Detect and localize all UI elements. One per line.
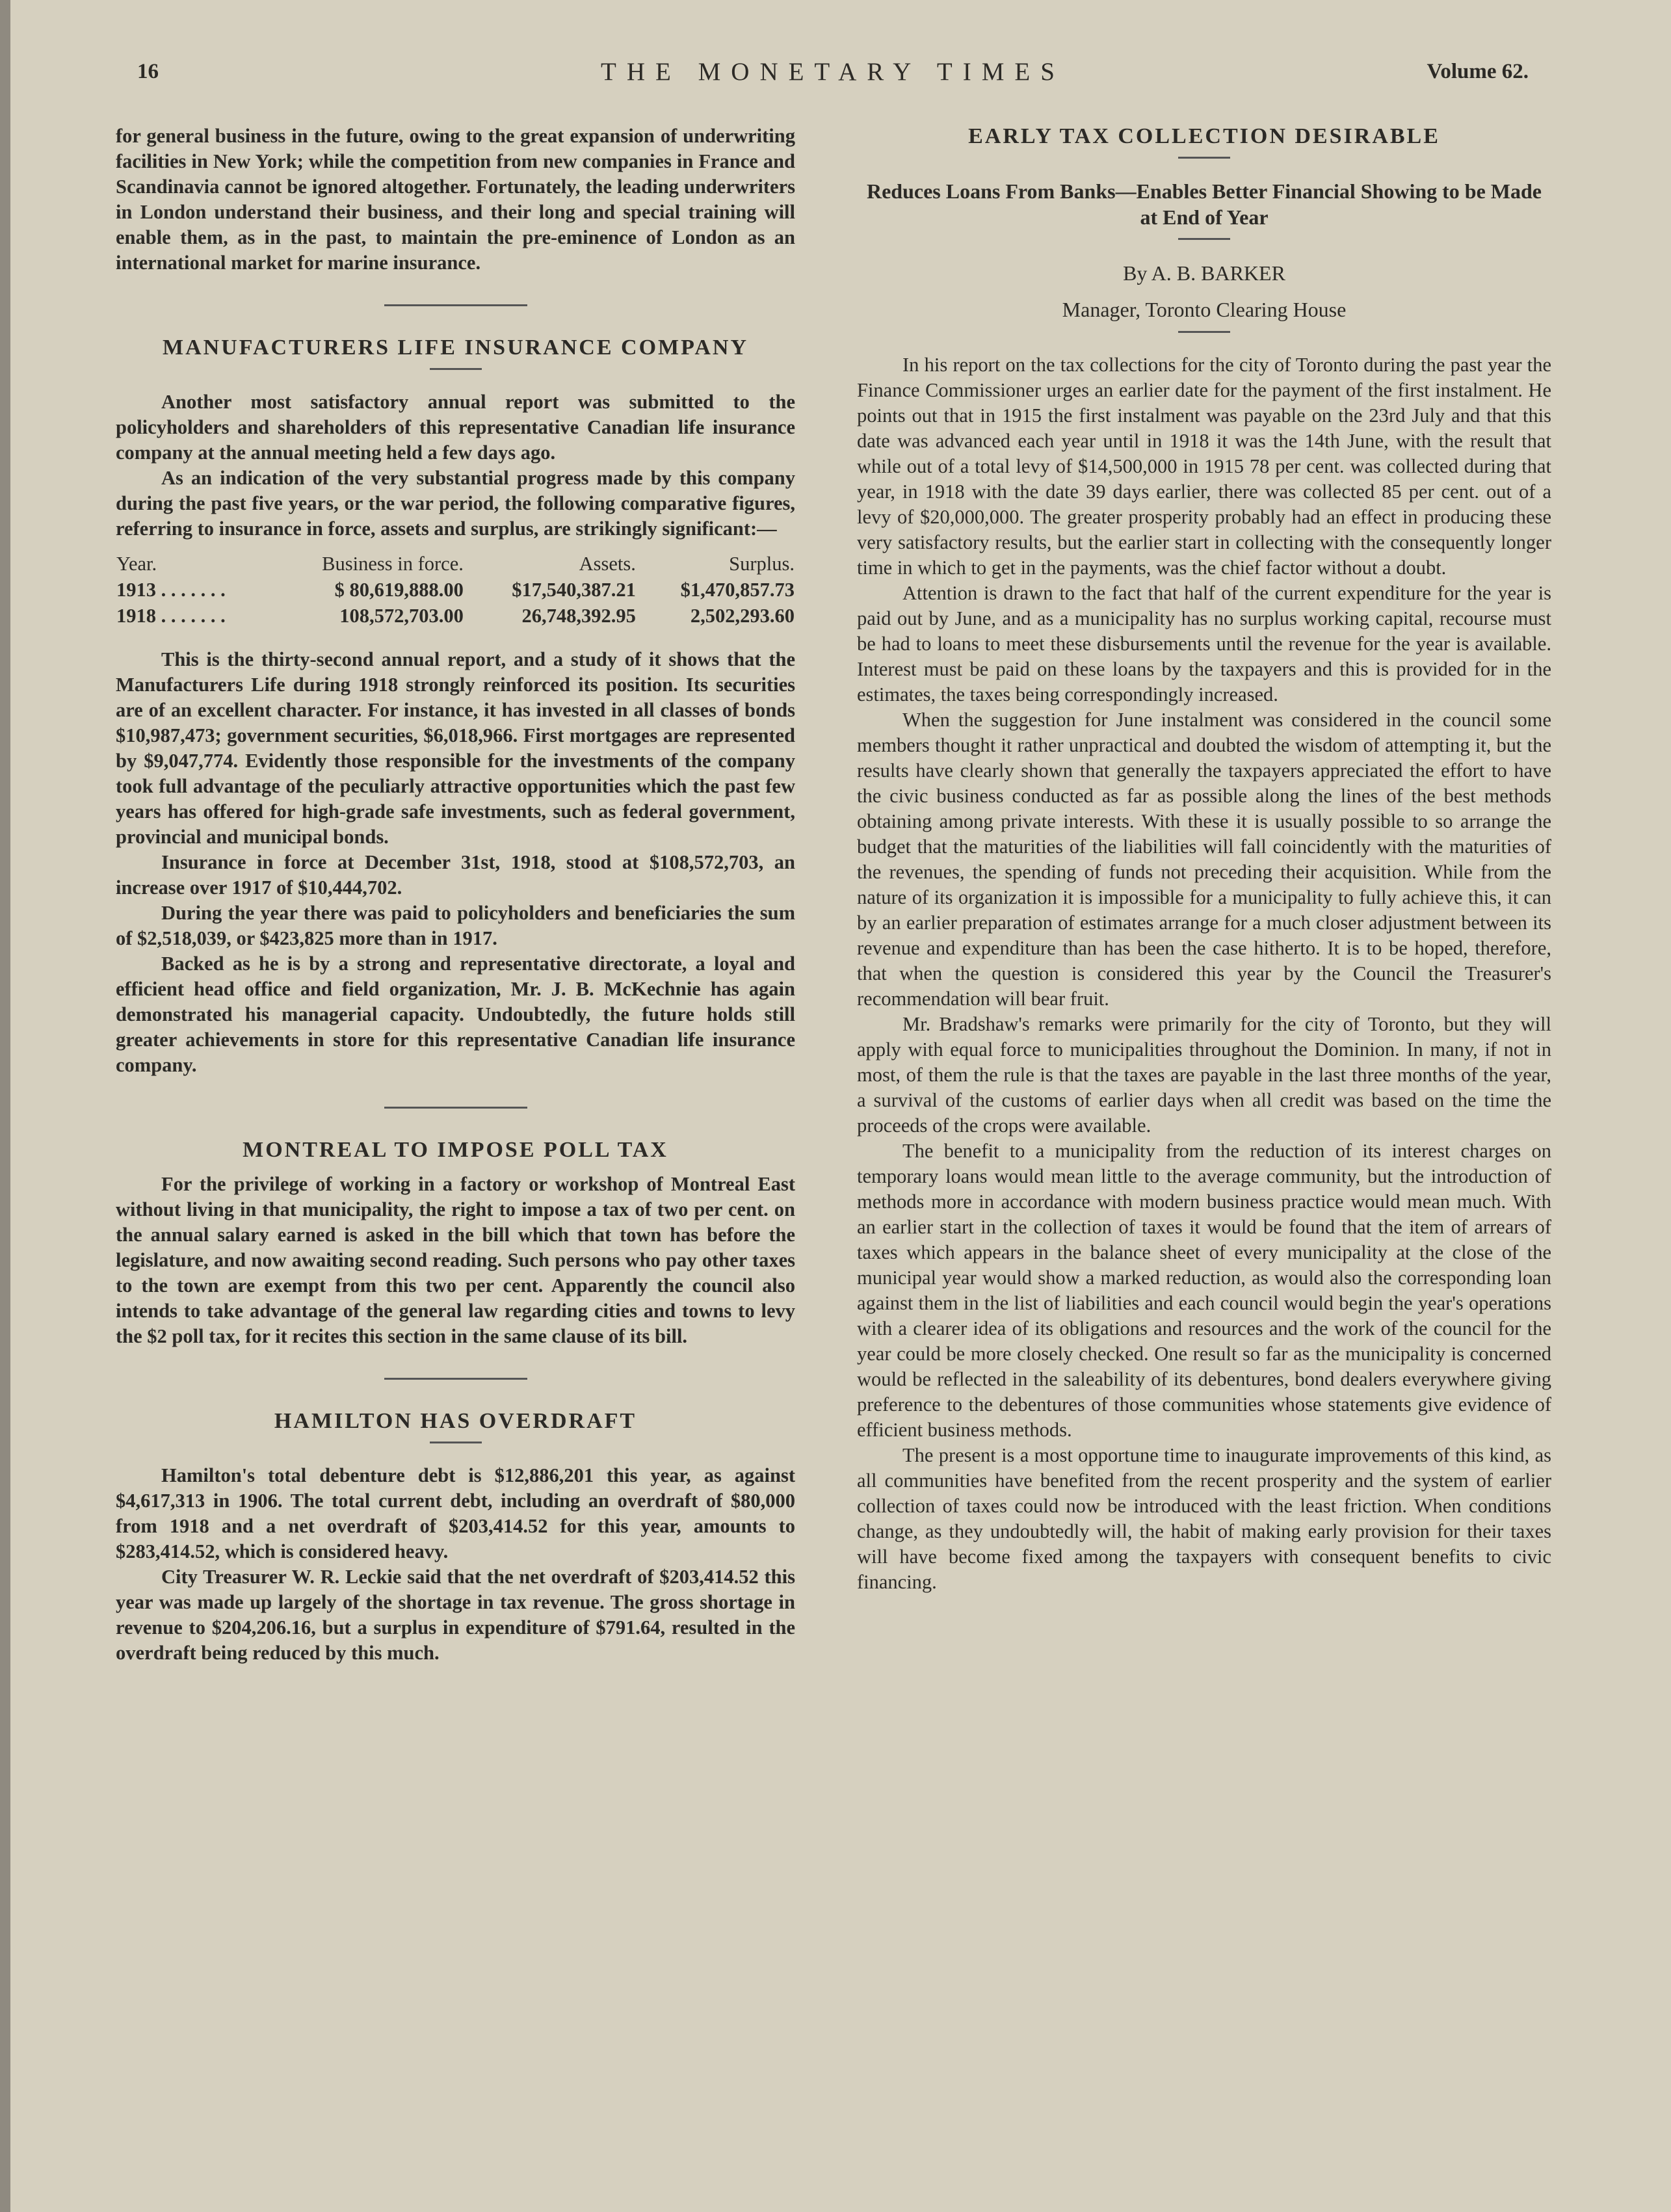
table-cell: $17,540,387.21 <box>512 579 636 601</box>
article-paragraph: The benefit to a municipality from the reduction of its interest charges on temporary loans would mean little to the average community, but the introduction of methods more in accordance with modern business practice would mean much. With an earlier start in the collection of taxes it would be found that the item of arrears of taxes which appears in the balance sheet of every municipality at the close of the municipal year would show a marked reduction, as would also the corresponding loan against them in the list of liabilities and each council would begin the year's operations with a clearer idea of its obligations and resources and the work of the council for the year could be more closely checked. One result so far as the municipality is concerned would be reflected in the saleability of its debentures, bond dealers everywhere giving preference to the debentures of those communities whose statements give evidence of efficient business methods. <box>857 1140 1551 1441</box>
article-paragraph: Hamilton's total debenture debt is $12,886,201 this year, as against $4,617,313 in 1906. The total current debt, including an overdraft of $80,000 from 1918 and a net overdraft of $203,414.52 for this year, amounts to $283,414.52, which is considered heavy. <box>116 1464 795 1562</box>
title-rule <box>430 368 482 370</box>
article-paragraph: During the year there was paid to policyholders and beneficiaries the sum of $2,518,039, or $423,825 more than in 1917. <box>116 902 795 949</box>
article-paragraph: The present is a most opportune time to inaugurate improvements of this kind, as all communities have benefited from the recent prosperity and the system of earlier collection of taxes could now be introduced with the least friction. When conditions change, as they undoubtedly will, the habit of making early provision for their taxes will have become fixed among the taxpayers with consequent benefits to civic financing. <box>857 1444 1551 1593</box>
table-cell: 1918 . . . . . . . <box>116 605 226 627</box>
table-cell: 26,748,392.95 <box>521 605 636 627</box>
article-paragraph: Insurance in force at December 31st, 1918, stood at $108,572,703, an increase over 1917 of $10,444,702. <box>116 851 795 899</box>
table-cell: 108,572,703.00 <box>339 605 464 627</box>
section-divider <box>384 1378 527 1380</box>
title-rule <box>430 1442 482 1443</box>
comparative-figures-table <box>116 551 795 629</box>
article-paragraph: Mr. Bradshaw's remarks were primarily for the city of Toronto, but they will apply with equal force to municipalities throughout the Dominion. In many, if not in most, of them the rule is that the taxes are payable in the last three months of the year, a survival of the customs of earlier days when all credit was based on the time the proceeds of the crops were available. <box>857 1013 1551 1137</box>
article-paragraph: This is the thirty-second annual report, and a study of it shows that the Manufacturers Life during 1918 strongly reinforced its position. Its securities are of an excellent character. For instance, it has invested in all classes of bonds $10,987,473; government securities, $6,018,966. First mortgages are represented by $9,047,774. Evidently those responsible for the investments of the company took full advantage of the peculiarly attractive opportunities which the past few years has offered for high-grade safe investments, such as federal government, provincial and municipal bonds. <box>116 648 795 848</box>
table-header: Assets. <box>579 553 636 575</box>
table-header: Business in force. <box>322 553 464 575</box>
article-paragraph: City Treasurer W. R. Leckie said that the net overdraft of $203,414.52 this year was made up largely of the shortage in tax revenue. The gross shortage in revenue to $204,206.16, but a surplus in expenditure of $791.64, resulted in the overdraft being reduced by this much. <box>116 1566 795 1664</box>
article-title-manufacturers: MANUFACTURERS LIFE INSURANCE COMPANY <box>162 336 749 360</box>
table-row <box>116 603 795 629</box>
article-title-tax-collection: EARLY TAX COLLECTION DESIRABLE <box>968 124 1440 148</box>
table-cell: $1,470,857.73 <box>680 579 795 601</box>
page-header <box>137 53 1529 92</box>
author-byline: By A. B. BARKER <box>1123 261 1285 285</box>
article-paragraph: Another most satisfactory annual report was submitted to the policyholders and shareholders of this representative Canadian life insurance company at the annual meeting held a few days ago. <box>116 391 795 464</box>
article-paragraph: In his report on the tax collections for the city of Toronto during the past year the Finance Commissioner urges an earlier date for the payment of the first instalment. He points out that in 1915 the first instalment was payable on the 23rd July and that this date was advanced each year until in 1918 it was the 14th June, with the result that while out of a total levy of $14,500,000 in 1915 78 per cent. was collected during that year, in 1918 with the date 39 days earlier, there was collected 85 per cent. out of a levy of $20,000,000. The greater prosperity probably had an effect in producing these very satisfactory results, but the earlier start in collecting with the consequently longer time in which to get in the payments, was the chief factor without a doubt. <box>857 354 1551 579</box>
article-paragraph: Attention is drawn to the fact that half of the current expenditure for the year is paid out by June, and as a municipality has no surplus working capital, recourse must be had to loans to meet these disbursements until the revenue for the year is available. Interest must be paid on these loans by the taxpayers and this is provided for in the estimates, the taxes being correspondingly increased. <box>857 582 1551 705</box>
publication-title: THE MONETARY TIMES <box>601 58 1065 86</box>
section-divider <box>384 1107 527 1109</box>
right-column <box>857 124 1551 1595</box>
left-column <box>116 124 795 1666</box>
table-cell: 1913 . . . . . . . <box>116 579 226 601</box>
table-header: Year. <box>116 553 157 575</box>
page-number: 16 <box>137 60 159 83</box>
table-header-row <box>116 551 795 577</box>
author-position: Manager, Toronto Clearing House <box>1062 298 1347 321</box>
article-paragraph: Backed as he is by a strong and representative directorate, a loyal and efficient head office and field organization, Mr. J. B. McKechnie has again demonstrated his managerial capacity. Undoubtedly, the future holds still greater achievements in store for this representative Canadian life insurance company. <box>116 953 795 1076</box>
title-rule <box>1178 157 1230 159</box>
continued-paragraph: for general business in the future, owing to the great expansion of underwriting facilities in New York; while the competition from new companies in France and Scandinavia cannot be ignored altogether. Fortunately, the leading underwriters in London understand their business, and their long and special training will enable them, as in the past, to maintain the pre-eminence of London as an international market for marine insurance. <box>116 125 795 274</box>
table-cell: 2,502,293.60 <box>690 605 795 627</box>
article-title-hamilton: HAMILTON HAS OVERDRAFT <box>274 1409 637 1433</box>
table-row <box>116 577 795 603</box>
table-cell: $ 80,619,888.00 <box>334 579 464 601</box>
article-paragraph: When the suggestion for June instalment was considered in the council some members thought it rather unpractical and doubted the wisdom of attempting it, but the results have clearly shown that generally the taxpayers appreciated the effort to have the civic business conducted as far as possible along the lines of the best methods obtaining among private interests. With these it is usually possible to so arrange the budget that the maturities of the liabilities will fall coincidently with the maturities of the revenues, the spending of funds not preceding their acquisition. While from the nature of its organization it is impossible for a municipality to fully achieve this, it can by an earlier preparation of estimates arrange for a much closer adjustment between its revenue and expenditure than has been the case hitherto. It is to be hoped, therefore, that when the question is considered this year by the Council the Treasurer's recommendation will bear fruit. <box>857 709 1551 1010</box>
table-header: Surplus. <box>729 553 795 575</box>
title-rule <box>1178 238 1230 240</box>
article-paragraph: For the privilege of working in a factory or workshop of Montreal East without living in that municipality, the right to impose a tax of two per cent. on the annual salary earned is asked in the bill which that town has before the legislature, and now awaiting second reading. Such persons who pay other taxes to the town are exempt from this two per cent. Apparently the council also intends to take advantage of the general law regarding cities and towns to levy the $2 poll tax, for it recites this section in the same clause of its bill. <box>116 1173 795 1347</box>
section-divider <box>384 304 527 306</box>
article-title-montreal: MONTREAL TO IMPOSE POLL TAX <box>243 1138 668 1162</box>
article-subtitle: Reduces Loans From Banks—Enables Better Financial Showing to be Made at End of Year <box>866 179 1542 229</box>
title-rule <box>1178 331 1230 333</box>
article-paragraph: As an indication of the very substantial progress made by this company during the past five years, or the war period, the following comparative figures, referring to insurance in force, assets and surplus, are strikingly significant:— <box>116 467 795 540</box>
volume-label: Volume 62. <box>1427 60 1529 83</box>
